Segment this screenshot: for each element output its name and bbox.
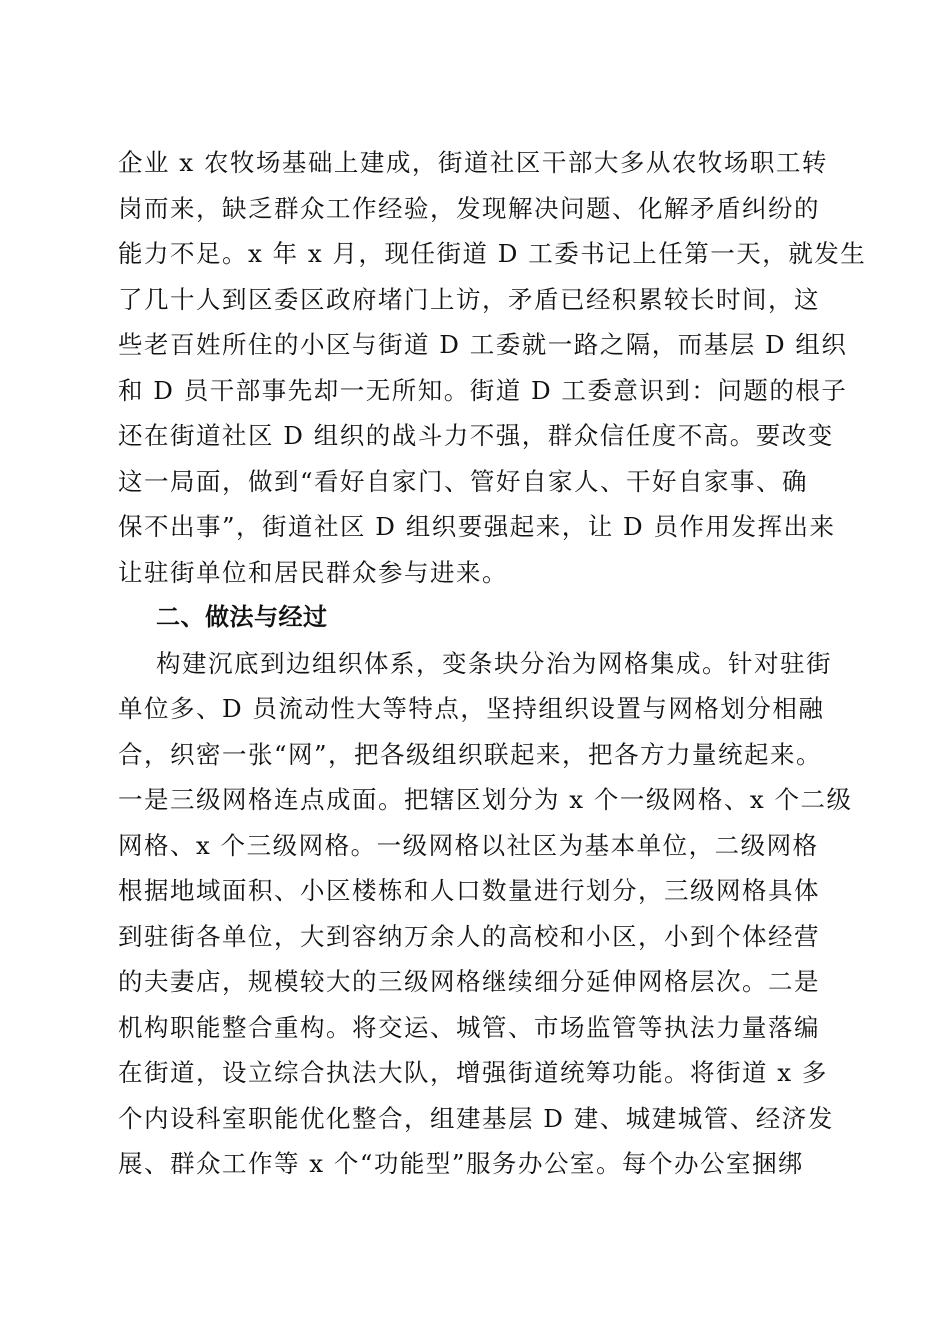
- paragraph-line: 这一局面，做到“看好自家门、管好自家人、干好自家事、确: [118, 466, 809, 496]
- paragraph-line: 合，织密一张“网”，把各级组织联起来，把各方力量统起来。: [118, 739, 823, 769]
- paragraph-line: 单位多、D 员流动性大等特点，坚持组织设置与网格划分相融: [118, 694, 825, 723]
- paragraph-line: 保不出事”，街道社区 D 组织要强起来，让 D 员作用发挥出来: [118, 512, 836, 541]
- paragraph-line: 岗而来，缺乏群众工作经验，发现解决问题、化解矛盾纠纷的: [118, 193, 820, 223]
- paragraph-line: 到驻街各单位，大到容纳万余人的高校和小区，小到个体经营: [118, 921, 820, 951]
- paragraph-line: 在街道，设立综合执法大队，增强街道统筹功能。将街道 x 多: [118, 1058, 828, 1087]
- paragraph-line: 还在街道社区 D 组织的战斗力不强，群众信任度不高。要改变: [118, 421, 834, 450]
- paragraph-line: 个内设科室职能优化整合，组建基层 D 建、城建城管、经济发: [118, 1103, 834, 1133]
- paragraph-line: 企业 x 农牧场基础上建成，街道社区干部大多从农牧场职工转: [118, 148, 828, 177]
- paragraph-line: 构建沉底到边组织体系，变条块分治为网格集成。针对驻街: [156, 648, 832, 678]
- paragraph-line: 让驻街单位和居民群众参与进来。: [118, 557, 508, 587]
- paragraph-line: 了几十人到区委区政府堵门上访，矛盾已经积累较长时间，这: [118, 284, 820, 314]
- paragraph-line: 些老百姓所住的小区与街道 D 工委就一路之隔，而基层 D 组织: [118, 330, 848, 359]
- paragraph-line: 网格、x 个三级网格。一级网格以社区为基本单位，二级网格: [118, 830, 819, 860]
- paragraph-line: 根据地域面积、小区楼栋和人口数量进行划分，三级网格具体: [118, 876, 820, 905]
- paragraph-line: 机构职能整合重构。将交运、城管、市场监管等执法力量落编: [118, 1012, 820, 1042]
- paragraph-background: [118, 140, 867, 1187]
- paragraph-line: 展、群众工作等 x 个“功能型”服务办公室。每个办公室捆绑: [118, 1149, 804, 1178]
- paragraph-line: 的夫妻店，规模较大的三级网格继续细分延伸网格层次。二是: [118, 967, 820, 996]
- paragraph-line: 能力不足。x 年 x 月，现任街道 D 工委书记上任第一天，就发生: [118, 239, 867, 268]
- section-heading: 二、做法与经过: [156, 603, 328, 631]
- paragraph-line: 一是三级网格连点成面。把辖区划分为 x 个一级网格、x 个二级: [118, 785, 853, 814]
- paragraph-line: 和 D 员干部事先却一无所知。街道 D 工委意识到：问题的根子: [118, 375, 848, 405]
